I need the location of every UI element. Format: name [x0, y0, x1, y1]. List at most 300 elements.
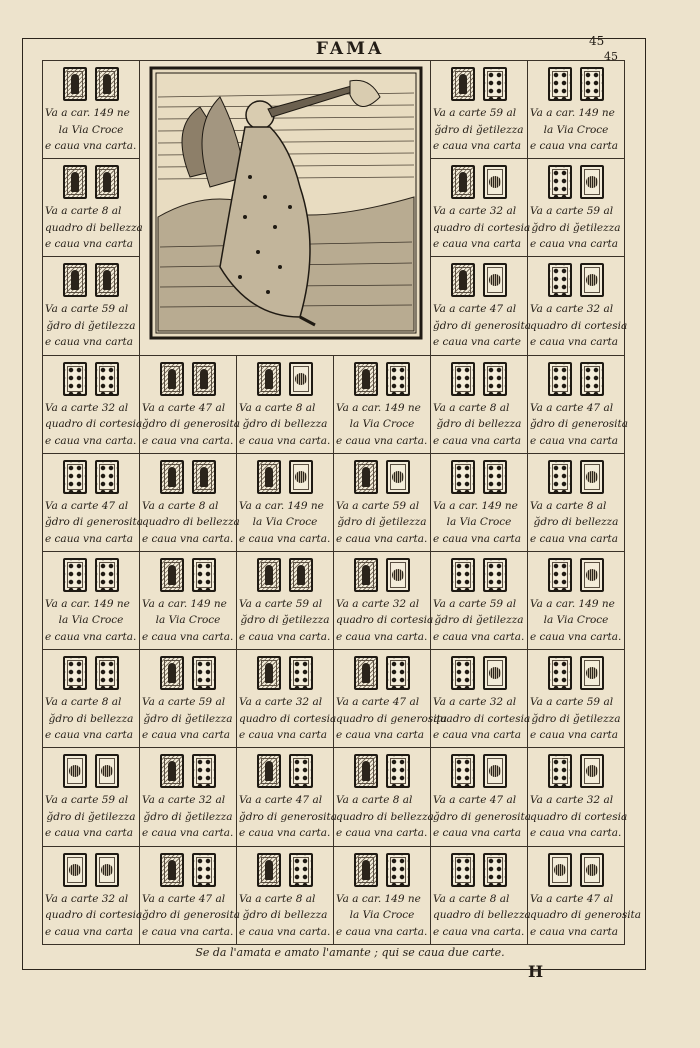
pips-card-icon [63, 362, 87, 396]
instruction-line: Va a carte 47 al [142, 892, 226, 905]
instruction-line: Va a car. 149 ne [433, 499, 518, 512]
instruction-line: e caua vna carta. [239, 630, 331, 643]
instruction-line: e caua vna carta. [45, 140, 137, 152]
pips-card-icon [580, 362, 604, 396]
pips-card-icon [483, 558, 507, 592]
fig-card-icon [160, 656, 184, 690]
instruction-line: Va a car. 149 ne [530, 597, 615, 610]
cell-instruction [239, 498, 331, 548]
pips-card-icon [451, 853, 475, 887]
cell-instruction [142, 596, 234, 646]
circle-card-icon [289, 460, 313, 494]
cell-instruction [239, 400, 331, 450]
table-cell [528, 454, 625, 552]
instruction-line: ğdro di generosita [239, 810, 338, 823]
table-cell [528, 748, 628, 846]
instruction-line: e caua vna carta [45, 925, 133, 938]
cell-instruction [530, 596, 622, 646]
card-pair [528, 67, 624, 101]
fig-card-icon [451, 263, 475, 297]
cell-instruction [336, 498, 428, 548]
instruction-line: quadro di generosita [336, 712, 448, 725]
table-cell [431, 748, 532, 846]
instruction-line: e caua vna carta. [336, 630, 428, 643]
table-cell [237, 650, 337, 748]
circle-card-icon [580, 754, 604, 788]
instruction-line: e caua vna carta [45, 532, 133, 545]
instruction-line: Va a carte 8 al [142, 499, 219, 512]
instruction-line: Va a carte 8 al [336, 794, 413, 807]
card-pair [431, 656, 527, 690]
table-cell [43, 454, 144, 552]
instruction-line: e caua vna carta [433, 532, 521, 545]
card-pair [528, 263, 624, 297]
instruction-line: Va a carte 32 al [530, 303, 614, 316]
card-pair [528, 460, 624, 494]
cell-instruction [433, 792, 532, 842]
cell-instruction [142, 498, 240, 548]
table-cell [528, 61, 625, 159]
circle-card-icon [580, 558, 604, 592]
circle-card-icon [483, 165, 507, 199]
pips-card-icon [580, 67, 604, 101]
pips-card-icon [451, 656, 475, 690]
instruction-line: quadro di cortesia [433, 712, 531, 725]
pips-card-icon [451, 460, 475, 494]
cell-instruction [433, 203, 531, 253]
instruction-line: e caua vna carta [433, 140, 521, 152]
table-cell [43, 552, 140, 650]
table-cell [528, 257, 628, 355]
instruction-line: ğdro di ğetilezza [46, 810, 136, 823]
cell-instruction [142, 400, 241, 450]
pips-card-icon [289, 656, 313, 690]
table-cell [528, 356, 629, 454]
table-cell [334, 552, 434, 650]
card-pair [528, 853, 624, 887]
card-pair [431, 853, 527, 887]
instruction-line: Va a carte 59 al [336, 499, 420, 512]
card-pair [431, 558, 527, 592]
instruction-line: Va a carte 8 al [45, 696, 122, 709]
instruction-line: Va a carte 47 al [530, 892, 614, 905]
instruction-line: ğdro di bellezza [436, 418, 522, 431]
card-pair [140, 558, 236, 592]
fig-card-icon [63, 263, 87, 297]
table-cell [43, 159, 143, 257]
instruction-line: e caua vna carta. [142, 434, 234, 447]
instruction-line: e caua vna carte [433, 336, 521, 349]
table-cell [334, 650, 448, 748]
page-num-handwritten: 45 [589, 34, 605, 48]
circle-card-icon [386, 558, 410, 592]
instruction-line: e caua vna carta. [45, 630, 137, 643]
instruction-line: la Via Croce [155, 614, 221, 627]
table-cell [431, 159, 531, 257]
circle-card-icon [580, 165, 604, 199]
instruction-line: Va a car. 149 ne [336, 401, 421, 414]
table-cell [43, 61, 140, 159]
cell-instruction [530, 792, 628, 842]
card-pair [43, 165, 139, 199]
card-pair [140, 853, 236, 887]
fig-card-icon [160, 754, 184, 788]
card-pair [334, 460, 430, 494]
instruction-line: e caua vna carta [336, 729, 424, 742]
table-cell [431, 454, 528, 552]
instruction-line: e caua vna carta [530, 336, 618, 349]
instruction-line: Va a carte 8 al [433, 892, 510, 905]
instruction-line: e caua vna carta [433, 827, 521, 840]
table-cell [140, 356, 241, 454]
fig-card-icon [354, 754, 378, 788]
instruction-line: e caua vna carta [530, 532, 618, 545]
instruction-line: Va a carte 47 al [239, 794, 323, 807]
card-pair [43, 460, 139, 494]
page-num-printed: 45 [604, 50, 618, 63]
instruction-line: e caua vna carta. [336, 434, 428, 447]
instruction-line: ğdro di ğetilezza [240, 614, 330, 627]
fig-card-icon [257, 558, 281, 592]
fig-card-icon [95, 67, 119, 101]
table-cell [431, 847, 531, 945]
instruction-line: Va a car. 149 ne [45, 107, 130, 119]
table-cell [43, 257, 140, 355]
instruction-line: Va a carte 47 al [530, 401, 614, 414]
instruction-line: ğdro di generosita [530, 418, 629, 431]
instruction-line: Va a carte 59 al [433, 597, 517, 610]
cell-instruction [239, 891, 331, 941]
instruction-line: e caua vna carta. [45, 434, 137, 447]
table-cell [334, 748, 434, 846]
instruction-line: Va a carte 59 al [433, 107, 517, 119]
pips-card-icon [192, 558, 216, 592]
instruction-line: la Via Croce [58, 614, 124, 627]
fig-card-icon [63, 165, 87, 199]
instruction-line: Va a carte 32 al [530, 794, 614, 807]
pips-card-icon [483, 460, 507, 494]
cell-instruction [530, 400, 629, 450]
pips-card-icon [63, 656, 87, 690]
fig-card-icon [95, 263, 119, 297]
instruction-line: Va a carte 47 al [142, 401, 226, 414]
pips-card-icon [192, 656, 216, 690]
instruction-line: e caua vna carta. [336, 827, 428, 840]
card-pair [237, 754, 333, 788]
instruction-line: e caua vna carta [530, 925, 618, 938]
instruction-line: ğdro di bellezza [533, 516, 619, 529]
table-cell [431, 61, 528, 159]
instruction-line: e caua vna carta. [239, 827, 331, 840]
instruction-line: Va a carte 32 al [45, 401, 129, 414]
instruction-line: ğdro di ğetilezza [531, 712, 621, 725]
fame-angel-trumpet-icon [150, 67, 422, 339]
card-pair [140, 656, 236, 690]
table-cell [528, 552, 625, 650]
instruction-line: Va a carte 59 al [530, 205, 614, 218]
fig-card-icon [257, 754, 281, 788]
fig-card-icon [257, 656, 281, 690]
instruction-line: Va a carte 47 al [433, 303, 517, 316]
instruction-line: Va a carte 47 al [45, 499, 129, 512]
cell-instruction [433, 301, 532, 351]
instruction-line: e caua vna carta. [142, 925, 234, 938]
fig-card-icon [451, 165, 475, 199]
instruction-line: ğdro di bellezza [48, 712, 134, 725]
cell-instruction [336, 596, 434, 646]
table-cell [140, 847, 241, 945]
instruction-line: quadro di cortesia [433, 221, 531, 234]
card-pair [43, 263, 139, 297]
instruction-line: e caua vna carta [530, 434, 618, 447]
card-pair [140, 460, 236, 494]
instruction-line: Va a carte 47 al [336, 696, 420, 709]
instruction-line: ğdro di generosita [45, 516, 144, 529]
instruction-line: Va a carte 47 al [433, 794, 517, 807]
instruction-line: Va a carte 8 al [433, 401, 510, 414]
instruction-line: quadro di cortesia [45, 909, 143, 921]
instruction-line: e caua vna carta [45, 729, 133, 742]
fig-card-icon [257, 853, 281, 887]
instruction-line: e caua vna carta [530, 238, 618, 251]
card-pair [237, 853, 333, 887]
instruction-line: quadro di bellezza [336, 810, 434, 823]
fig-card-icon [95, 165, 119, 199]
card-pair [431, 754, 527, 788]
table-cell [237, 847, 334, 945]
cell-instruction [142, 792, 234, 842]
cell-instruction [142, 891, 241, 941]
instruction-line: ğdro di ğetilezza [531, 221, 621, 234]
pips-card-icon [386, 362, 410, 396]
card-pair [43, 362, 139, 396]
circle-card-icon [548, 853, 572, 887]
card-pair [334, 754, 430, 788]
cell-instruction [433, 498, 525, 548]
instruction-line: ğdro di ğetilezza [143, 712, 233, 725]
circle-card-icon [580, 263, 604, 297]
table-cell [431, 356, 528, 454]
card-pair [431, 362, 527, 396]
cell-instruction [45, 498, 144, 548]
cell-instruction [239, 596, 331, 646]
instruction-line: quadro di bellezza [433, 909, 531, 921]
instruction-line: e caua vna carta [433, 434, 521, 447]
pips-card-icon [451, 558, 475, 592]
instruction-line: e caua vna carta [433, 238, 521, 251]
fig-card-icon [257, 362, 281, 396]
instruction-line: e caua vna carta [530, 140, 618, 152]
card-pair [528, 362, 624, 396]
fame-woodcut-illustration [140, 61, 431, 356]
instruction-line: e caua vna carta. [336, 532, 428, 545]
table-cell [431, 650, 531, 748]
fig-card-icon [160, 558, 184, 592]
fig-card-icon [257, 460, 281, 494]
table-cell [43, 847, 143, 945]
instruction-line: e caua vna carta [239, 729, 327, 742]
fig-card-icon [160, 460, 184, 494]
instruction-line: e caua vna carta. [239, 532, 331, 545]
cell-instruction [142, 694, 234, 744]
cell-instruction [433, 105, 525, 155]
instruction-line: Va a car. 149 ne [336, 892, 421, 905]
instruction-line: quadro di cortesia [239, 712, 337, 725]
table-cell [140, 748, 237, 846]
cell-instruction [336, 891, 428, 941]
table-cell [431, 257, 532, 355]
cell-instruction [45, 596, 137, 646]
card-pair [140, 754, 236, 788]
instruction-line: quadro di cortesia [45, 418, 143, 431]
card-pair [334, 656, 430, 690]
pips-card-icon [386, 656, 410, 690]
instruction-line: e caua vna carta. [239, 434, 331, 447]
pips-card-icon [483, 67, 507, 101]
table-cell [140, 650, 237, 748]
instruction-line: ğdro di ğetilezza [337, 516, 427, 529]
instruction-line: e caua vna carta. [530, 630, 622, 643]
card-pair [43, 67, 139, 101]
card-pair [140, 362, 236, 396]
instruction-line: Va a car. 149 ne [239, 499, 324, 512]
instruction-line: e caua vna carta [142, 729, 230, 742]
pips-card-icon [548, 656, 572, 690]
cell-instruction [239, 792, 338, 842]
instruction-line: e caua vna carta. [530, 827, 622, 840]
instruction-line: quadro di bellezza [142, 516, 240, 529]
pips-card-icon [192, 853, 216, 887]
cell-instruction [433, 596, 525, 646]
table-cell [334, 847, 431, 945]
instruction-line: e caua vna carta [45, 827, 133, 840]
pips-card-icon [451, 754, 475, 788]
table-cell [140, 552, 237, 650]
instruction-line: ğdro di bellezza [242, 418, 328, 431]
pips-card-icon [548, 165, 572, 199]
instruction-line: e caua vna carta [45, 336, 133, 349]
table-cell [43, 356, 143, 454]
instruction-line: Va a carte 32 al [45, 892, 129, 905]
circle-card-icon [580, 460, 604, 494]
pips-card-icon [483, 362, 507, 396]
instruction-line: ğdro di generosita [433, 319, 532, 332]
instruction-line: e caua vna carta [433, 729, 521, 742]
pips-card-icon [451, 362, 475, 396]
instruction-line: la Via Croce [446, 516, 512, 529]
instruction-line: ğdro di ğetilezza [434, 123, 524, 136]
instruction-line: quadro di bellezza [45, 221, 143, 234]
instruction-line: ğdro di generosita [142, 418, 241, 431]
instruction-line: Va a carte 8 al [239, 892, 316, 905]
instruction-line: Va a carte 59 al [530, 696, 614, 709]
cell-instruction [45, 301, 137, 351]
fig-card-icon [160, 362, 184, 396]
cell-instruction [45, 891, 143, 941]
pips-card-icon [386, 754, 410, 788]
table-cell [43, 650, 140, 748]
card-pair [237, 558, 333, 592]
instruction-line: ğdro di generosita [142, 909, 241, 921]
instruction-line: Va a carte 59 al [45, 303, 129, 316]
circle-card-icon [95, 754, 119, 788]
instruction-line: e caua vna carta. [142, 532, 234, 545]
cell-instruction [530, 301, 628, 351]
table-cell [237, 748, 338, 846]
table-cell [528, 847, 642, 945]
card-pair [334, 362, 430, 396]
card-pair [43, 558, 139, 592]
table-cell [43, 748, 140, 846]
table-cell [334, 454, 431, 552]
card-pair [528, 656, 624, 690]
instruction-line: e caua vna carta. [433, 630, 525, 643]
instruction-line: ğdro di generosita [433, 810, 532, 823]
fig-card-icon [63, 67, 87, 101]
pips-card-icon [95, 362, 119, 396]
instruction-line: ğdro di ğetilezza [434, 614, 524, 627]
table-cell [237, 552, 334, 650]
pips-card-icon [289, 754, 313, 788]
instruction-line: Va a carte 59 al [239, 597, 323, 610]
card-pair [334, 853, 430, 887]
instruction-line: la Via Croce [349, 418, 415, 431]
cell-instruction [530, 105, 622, 155]
instruction-line: la Via Croce [543, 614, 609, 627]
cell-instruction [45, 694, 137, 744]
circle-card-icon [483, 263, 507, 297]
instruction-line: Va a carte 59 al [45, 794, 129, 807]
cell-instruction [336, 400, 428, 450]
circle-card-icon [289, 362, 313, 396]
circle-card-icon [95, 853, 119, 887]
card-pair [528, 558, 624, 592]
table-cell [140, 454, 240, 552]
cell-instruction [530, 694, 622, 744]
pips-card-icon [192, 754, 216, 788]
fig-card-icon [354, 558, 378, 592]
circle-card-icon [580, 853, 604, 887]
pips-card-icon [95, 460, 119, 494]
cell-instruction [336, 792, 434, 842]
instruction-line: ğdro di ğetilezza [46, 319, 136, 332]
fig-card-icon [160, 853, 184, 887]
cell-instruction [433, 891, 531, 941]
instruction-line: Va a carte 8 al [530, 499, 607, 512]
instruction-line: quadro di cortesia [530, 810, 628, 823]
card-pair [237, 656, 333, 690]
card-pair [43, 754, 139, 788]
pips-card-icon [386, 853, 410, 887]
instruction-line: ğdro di bellezza [242, 909, 328, 921]
card-pair [334, 558, 430, 592]
instruction-line: la Via Croce [58, 123, 124, 136]
instruction-line: Va a carte 32 al [433, 205, 517, 218]
instruction-line: Va a car. 149 ne [530, 107, 615, 119]
instruction-line: e caua vna carta. [142, 827, 234, 840]
instruction-line: e caua vna carta. [142, 630, 234, 643]
circle-card-icon [386, 460, 410, 494]
instruction-line: ğdro di ğetilezza [143, 810, 233, 823]
instruction-line: Va a carte 32 al [142, 794, 226, 807]
card-pair [43, 656, 139, 690]
pips-card-icon [548, 754, 572, 788]
cell-instruction [45, 792, 137, 842]
instruction-line: Va a carte 59 al [142, 696, 226, 709]
table-cell [237, 454, 334, 552]
card-pair [528, 165, 624, 199]
pips-card-icon [63, 460, 87, 494]
